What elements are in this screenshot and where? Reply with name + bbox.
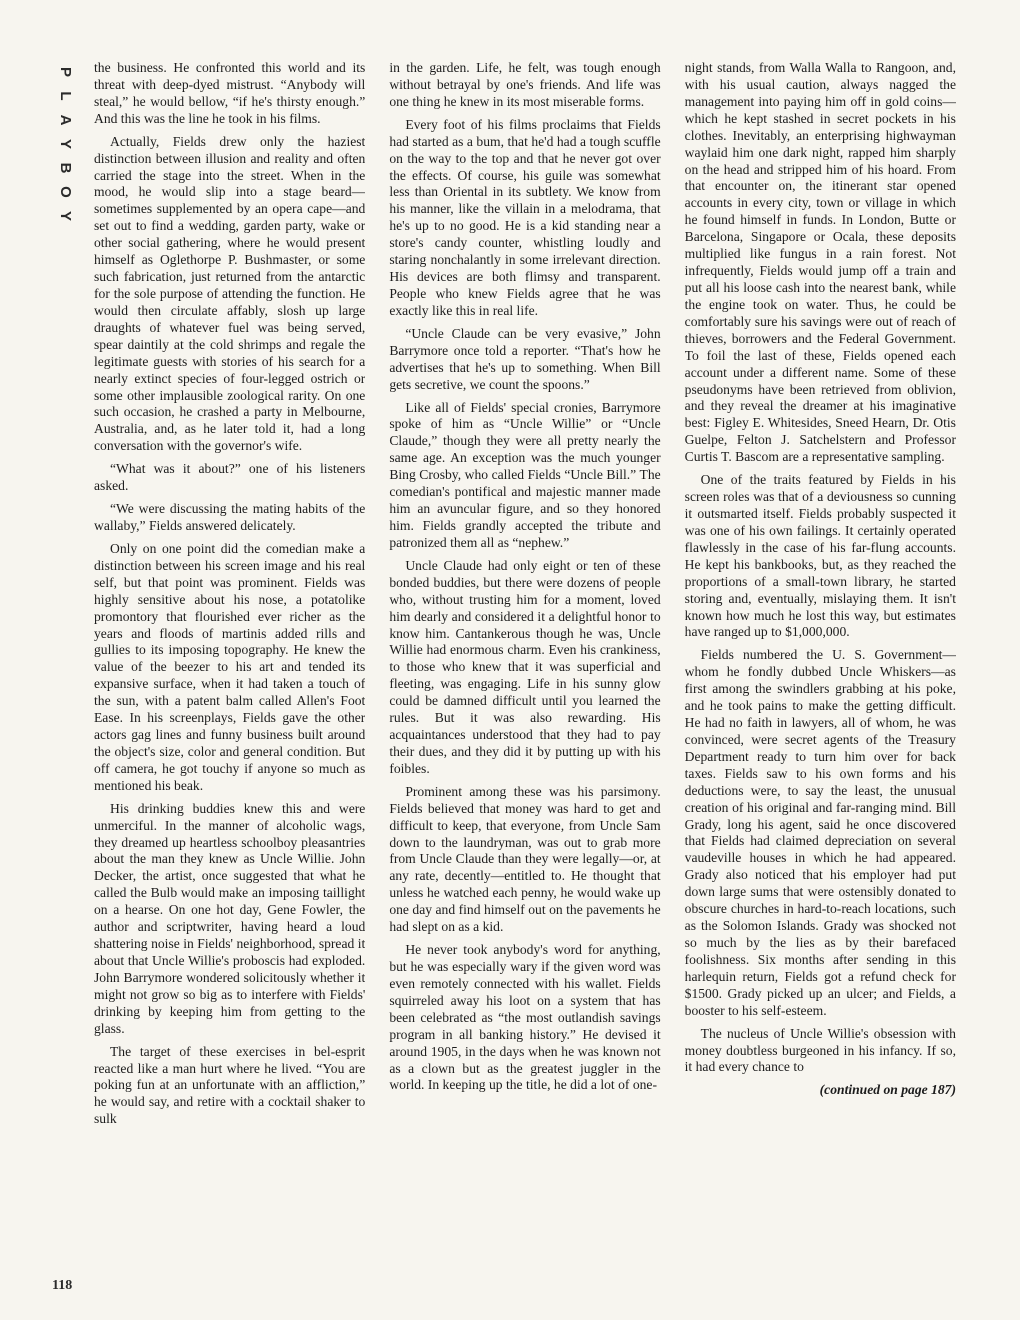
- paragraph: The target of these exercises in bel-esprit reacted like a man hurt where he lived. “You are poking fun at an unfortunate with an affliction,” he would say, and retire with a cocktail shaker to sulk: [94, 1043, 366, 1127]
- masthead-letter: Y: [57, 138, 74, 149]
- paragraph: Prominent among these was his parsimony. Fields believed that money was hard to get and difficult to keep, that everyone, from Uncle Sam down to the laundryman, was out to grab more from Uncle Claude than they were legally—or, at any rate, decently—entitled to. He thought that unless he watched each penny, he would wake up one day and find himself out on the pavements he had slept on as a kid.: [389, 783, 661, 935]
- masthead-letter: A: [57, 114, 74, 126]
- paragraph: The nucleus of Uncle Willie's obsession with money doubtless burgeoned in his infancy. If so, it had every chance to: [684, 1025, 956, 1075]
- paragraph: the business. He confronted this world and its threat with deep-dyed mistrust. “Anybody will steal,” he would bellow, “if he's thirsty enough.” And this was the line he took in his films.: [94, 60, 366, 126]
- paragraph: “Uncle Claude can be very evasive,” John Barrymore once told a reporter. “That's how he advertises that he's up to something. When Bill gets secretive, we count the spoons.”: [389, 325, 661, 392]
- paragraph: “What was it about?” one of his listeners asked.: [94, 461, 366, 494]
- paragraph: Like all of Fields' special cronies, Barrymore spoke of him as “Uncle Willie” or “Uncle Claude,” though they were all pretty nearly the same age. An exception was the much younger Bing Crosby, who called Fields “Uncle Bill.” The comedian's pontifical and majestic manner made him an avuncular figure, and so they honored him. Fields grandly accepted the tribute and patronized them all as “nephew.”: [389, 399, 661, 550]
- paragraph: Fields numbered the U. S. Government—whom he fondly dubbed Uncle Whiskers—as first among the swindlers grabbing at his poke, and he took pains to make the getting difficult. He had no faith in lawyers, all of whom, he was convinced, were secret agents of the Treasury Department ready to turn him over for back taxes. Fields saw to his own forms and his deductions were, to say the least, the unusual creation of his original and far-ranging mind. Bill Grady, long his agent, said he once discovered that Fields had claimed depreciation on several vaudeville houses in which he had appeared. Grady also noticed that his employer had put down large sums that were ostensibly donated to obscure churches in hard-to-reach locations, such as the Solomon Islands. Grady was shocked not so much by the lies as by their barefaced foolishness. Six months after sending in this harlequin return, Fields got a refund check for $1500. Grady picked up an ulcer; and Fields, a booster to his self-esteem.: [684, 647, 956, 1018]
- paragraph: Only on one point did the comedian make a distinction between his screen image and his real self, but that point was prominent. Fields was highly sensitive about his nose, a potatolike promontory that flourished ever richer as the years and floods of martinis added rills and gullies to its imposing topography. He knew the value of the beezer to his art and tended its expansive surface, when it had taken a touch of the sun, with a patent balm called Allen's Foot Ease. In his screenplays, Fields gave the other actors gag lines and funny business built around the object's size, color and general condition. But off camera, he got touchy if anyone so much as mentioned his beak.: [94, 540, 366, 793]
- masthead-letter: Y: [57, 210, 74, 221]
- paragraph: He never took anybody's word for anything, but he was especially wary if the given word was even remotely connected with his wallet. Fields squirreled away his loot on a system that has been celebrated as “the most outlandish savings program in all banking history.” He devised it around 1905, in the days when he was known not as a clown but as the greatest juggler in the world. In keeping up the title, he did a lot of one-: [389, 942, 661, 1093]
- paragraph: Actually, Fields drew only the haziest distinction between illusion and reality and often carried the stage into the street. When in the mood, he would slip into a stage beard—sometimes supplemented by an opera cape—and set out to find a wedding, garden party, wake or other social gathering, where he would present himself as Oglethorpe P. Bushmaster, or some such fabrication, just returned from the antarctic for the sole purpose of attending the function. He would then circulate affably, slosh up large draughts of whatever fuel was being served, spear daintily at the cold shrimps and regale the legitimate guests with stories of his search for a nearly extinct species of four-legged ostrich or some other implausible zoological rarity. On one such occasion, he crashed a party in Melbourne, Australia, and, as he later told it, had a long conversation with the governor's wife.: [94, 133, 366, 454]
- masthead-letter: O: [57, 186, 74, 198]
- masthead: [54, 60, 76, 228]
- page-number: 118: [52, 1278, 73, 1293]
- paragraph: night stands, from Walla Walla to Rangoon, and, with his usual caution, always nagged the management into paying him off in gold coins—which he kept stashed in secret pockets in his clothes. Inevitably, an enterprising highwayman waylaid him one dark night, rapped him sharply on the head and stripped him of his hoard. From that encounter on, the itinerant star opened accounts in every city, town or village in which he found himself in funds. In London, Butte or Barcelona, Singapore or Ocala, these deposits multiplied like fungus in a rain forest. Not infrequently, Fields would jump off a train and put all his loose cash into the nearest bank, while the engine took on water. Thus, he could be comfortably sure his savings were out of reach of thieves, borrowers and the Federal Government. To foil the last of these, Fields opened each account under a different name. Some of these pseudonyms have been retrieved from oblivion, and they reveal the dreamer at his imaginative best: Figley E. Whitesides, Sneed Hearn, Dr. Otis Guelpe, Felton J. Satchelstern and Professor Curtis T. Bascom are a representative sampling.: [684, 60, 956, 465]
- masthead-letter: B: [57, 162, 74, 174]
- paragraph: Every foot of his films proclaims that Fields had started as a bum, that he'd had a tough scuffle on the way to the top and that he never got over the effects. Of course, his guile was somewhat less than Oriental in its subtlety. We know from his manner, like the villain in a melodrama, that he's up to no good. He is a kid standing near a store's candy counter, whistling loudly and staring nonchalantly in some irrelevant direction. His devices are both flimsy and transparent. People who knew Fields agree that he was exactly like this in real life.: [389, 116, 661, 318]
- column-3: [685, 60, 956, 1296]
- paragraph: “We were discussing the mating habits of the wallaby,” Fields answered delicately.: [94, 501, 366, 533]
- masthead-letter: P: [57, 66, 74, 77]
- paragraph: His drinking buddies knew this and were unmerciful. In the manner of alcoholic wags, they dreamed up heartless schoolboy pleasantries about the man they knew as Uncle Willie. John Decker, the artist, once suggested that what he called the Bulb would make an imposing taillight on a hearse. On one hot day, Gene Fowler, the author and scriptwriter, having heard a loud shattering noise in Fields' neighborhood, spread it about that Uncle Willie's proboscis had exploded. John Barrymore wondered solicitously whether it might not grow so big as to interfere with Fields' drinking by keeping him from getting to the glass.: [94, 800, 366, 1036]
- column-2: [389, 60, 660, 1296]
- continued-note: (continued on page 187): [819, 1082, 956, 1098]
- masthead-letter: L: [57, 91, 74, 101]
- article-body: [94, 60, 956, 1296]
- paragraph: One of the traits featured by Fields in his screen roles was that of a deviousness so cunning it outsmarted itself. Fields probably suspected it was one of his own failings. It certainly operated flawlessly in the case of his far-flung accounts. He kept his bankbooks, but, as they reached the proportions of a small-town library, he started storing and, eventually, mislaying them. It isn't known how much he lost this way, but estimates have ranged up to $1,000,000.: [684, 472, 956, 640]
- paragraph: Uncle Claude had only eight or ten of these bonded buddies, but there were dozens of people who, without trusting him for a moment, loved him dearly and considered it a delightful honor to know him. Cantankerous though he was, Uncle Willie had enormous charm. Even his crankiness, to those who knew that it was superficial and fleeting, was engaging. Life in his sunny glow could be damned difficult until you learned the rules. But it was also rewarding. His acquaintances understood that they had to pay their dues, and they did it by putting up with his foibles.: [389, 557, 661, 776]
- column-1: [94, 60, 365, 1296]
- paragraph: in the garden. Life, he felt, was tough enough without betrayal by one's friends. And life was one thing he knew in its most miserable forms.: [389, 60, 661, 109]
